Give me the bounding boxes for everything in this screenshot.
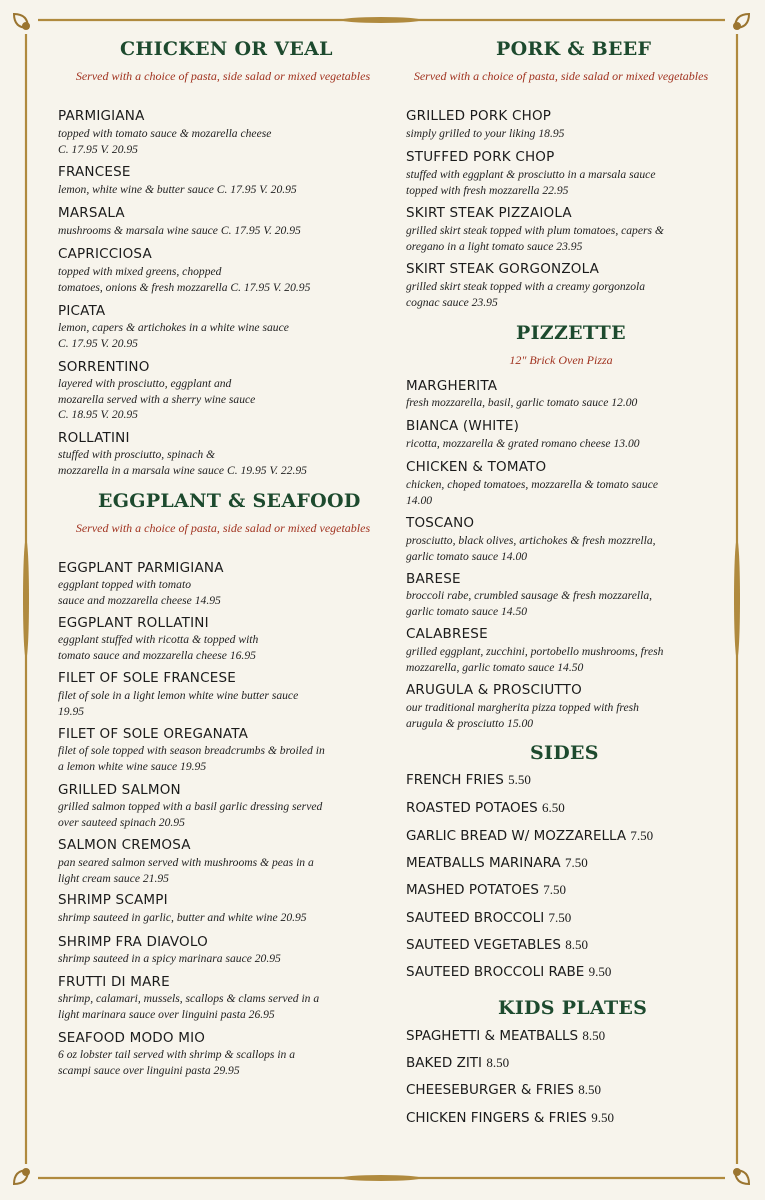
section-note-pork: Served with a choice of pasta, side salad or mixed vegetables [413,69,709,83]
kids-item: BAKED ZITI 8.50 [406,1055,510,1071]
menu-item-desc: 6 oz lobster tail served with shrimp & scallops in a scampi sauce over linguini pasta 29.95 [58,1048,296,1077]
menu-item-desc: ricotta, mozzarella & grated romano cheese 13.00 [406,437,640,450]
menu-item-desc: broccoli rabe, crumbled sausage & fresh mozzarella, garlic tomato sauce 14.50 [406,589,653,618]
menu-item-name: EGGPLANT PARMIGIANA [58,560,224,576]
menu-item-name: TOSCANO [406,515,475,531]
menu-item-name: FRANCESE [58,164,131,180]
menu-item-desc: filet of sole in a light lemon white wine butter sauce 19.95 [58,689,299,718]
menu-item-name: FILET OF SOLE OREGANATA [58,726,249,742]
menu-item-desc: layered with prosciutto, eggplant and mozarella served with a sherry wine sauce C. 18.95 V. 20.95 [58,377,256,421]
menu-item-desc: shrimp sauteed in garlic, butter and white wine 20.95 [58,911,307,924]
menu-item-name: FRUTTI DI MARE [58,974,170,990]
menu-item-name: GRILLED PORK CHOP [406,108,552,124]
menu-item-name: CAPRICCIOSA [58,246,152,262]
side-item: GARLIC BREAD W/ MOZZARELLA 7.50 [406,828,654,844]
side-item: FRENCH FRIES 5.50 [406,772,531,788]
section-title-kids: KIDS PLATES [498,997,648,1019]
menu-item-name: BARESE [406,571,461,587]
side-item: SAUTEED BROCCOLI RABE 9.50 [406,964,612,980]
menu-item-name: SKIRT STEAK PIZZAIOLA [406,205,572,221]
section-title-sides: SIDES [530,742,599,764]
menu-item-name: CHICKEN & TOMATO [406,459,547,475]
menu-item-name: ARUGULA & PROSCIUTTO [406,682,582,698]
menu-item-name: STUFFED PORK CHOP [406,149,555,165]
kids-item: SPAGHETTI & MEATBALLS 8.50 [406,1028,606,1044]
section-title-pork: PORK & BEEF [496,38,652,60]
menu-item-desc: simply grilled to your liking 18.95 [406,127,565,140]
menu-item-name: SALMON CREMOSA [58,837,191,853]
menu-item-name: MARGHERITA [406,378,498,394]
section-note-chicken: Served with a choice of pasta, side salad or mixed vegetables [75,69,371,83]
menu-item-name: SKIRT STEAK GORGONZOLA [406,261,600,277]
kids-item: CHICKEN FINGERS & FRIES 9.50 [406,1110,614,1126]
menu-item-desc: our traditional margherita pizza topped with fresh arugula & prosciutto 15.00 [406,701,639,730]
menu-item-desc: eggplant stuffed with ricotta & topped with tomato sauce and mozzarella cheese 16.95 [58,633,259,662]
menu-item-desc: prosciutto, black olives, artichokes & fresh mozzrella, garlic tomato sauce 14.00 [406,534,656,563]
kids-item: CHEESEBURGER & FRIES 8.50 [406,1082,602,1098]
section-title-chicken: CHICKEN OR VEAL [120,38,333,60]
menu-item-desc: chicken, choped tomatoes, mozzarella & tomato sauce 14.00 [406,478,659,507]
menu-item-name: SEAFOOD MODO MIO [58,1030,206,1046]
side-item: MEATBALLS MARINARA 7.50 [406,855,588,871]
section-title-pizzette: PIZZETTE [516,322,626,344]
menu-item-name: ROLLATINI [58,430,130,446]
menu-item-desc: stuffed with eggplant & prosciutto in a marsala sauce topped with fresh mozzarella 22.95 [406,168,656,197]
menu-item-name: GRILLED SALMON [58,782,181,798]
menu-item-desc: topped with tomato sauce & mozarella cheese C. 17.95 V. 20.95 [58,127,272,156]
menu-item-desc: lemon, white wine & butter sauce C. 17.95 V. 20.95 [58,183,297,196]
menu-item-desc: mushrooms & marsala wine sauce C. 17.95 V. 20.95 [58,224,301,237]
menu-item-desc: filet of sole topped with season breadcrumbs & broiled in a lemon white wine sauce 19.95 [58,744,325,773]
side-item: MASHED POTATOES 7.50 [406,882,566,898]
section-note-pizzette: 12" Brick Oven Pizza [509,353,613,367]
section-note-eggplant: Served with a choice of pasta, side salad or mixed vegetables [75,521,371,535]
side-item: SAUTEED VEGETABLES 8.50 [406,937,589,953]
menu-item-desc: stuffed with prosciutto, spinach & mozzarella in a marsala wine sauce C. 19.95 V. 22.95 [58,448,307,477]
menu-item-desc: grilled salmon topped with a basil garlic dressing served over sauteed spinach 20.95 [58,800,323,829]
side-item: SAUTEED BROCCOLI 7.50 [406,910,572,926]
menu-item-desc: fresh mozzarella, basil, garlic tomato sauce 12.00 [406,396,638,409]
menu-item-name: SHRIMP FRA DIAVOLO [58,934,208,950]
menu-item-desc: shrimp sauteed in a spicy marinara sauce 20.95 [58,952,281,965]
menu-item-desc: grilled skirt steak topped with a creamy gorgonzola cognac sauce 23.95 [406,280,646,309]
menu-item-desc: lemon, capers & artichokes in a white wine sauce C. 17.95 V. 20.95 [58,321,289,350]
menu-item-desc: topped with mixed greens, chopped tomatoes, onions & fresh mozzarella C. 17.95 V. 20.95 [58,265,311,294]
menu-item-name: EGGPLANT ROLLATINI [58,615,209,631]
menu-item-name: PICATA [58,303,106,319]
menu-item-name: CALABRESE [406,626,488,642]
menu-item-name: FILET OF SOLE FRANCESE [58,670,236,686]
menu-item-desc: grilled eggplant, zucchini, portobello mushrooms, fresh mozzarella, garlic tomato sauce 14.50 [406,645,664,674]
menu-item-desc: shrimp, calamari, mussels, scallops & clams served in a light marinara sauce over linguini pasta 26.95 [58,992,320,1021]
menu-item-desc: grilled skirt steak topped with plum tomatoes, capers & oregano in a light tomato sauce 23.95 [406,224,664,253]
side-item: ROASTED POTAOES 6.50 [406,800,565,816]
menu-item-name: MARSALA [58,205,125,221]
menu-item-name: SHRIMP SCAMPI [58,892,168,908]
menu-item-name: PARMIGIANA [58,108,145,124]
menu-item-name: BIANCA (WHITE) [406,418,520,434]
menu-item-name: SORRENTINO [58,359,150,375]
section-title-eggplant: EGGPLANT & SEAFOOD [98,490,361,512]
menu-item-desc: eggplant topped with tomato sauce and mozzarella cheese 14.95 [58,578,221,607]
menu-item-desc: pan seared salmon served with mushrooms & peas in a light cream sauce 21.95 [58,856,314,885]
